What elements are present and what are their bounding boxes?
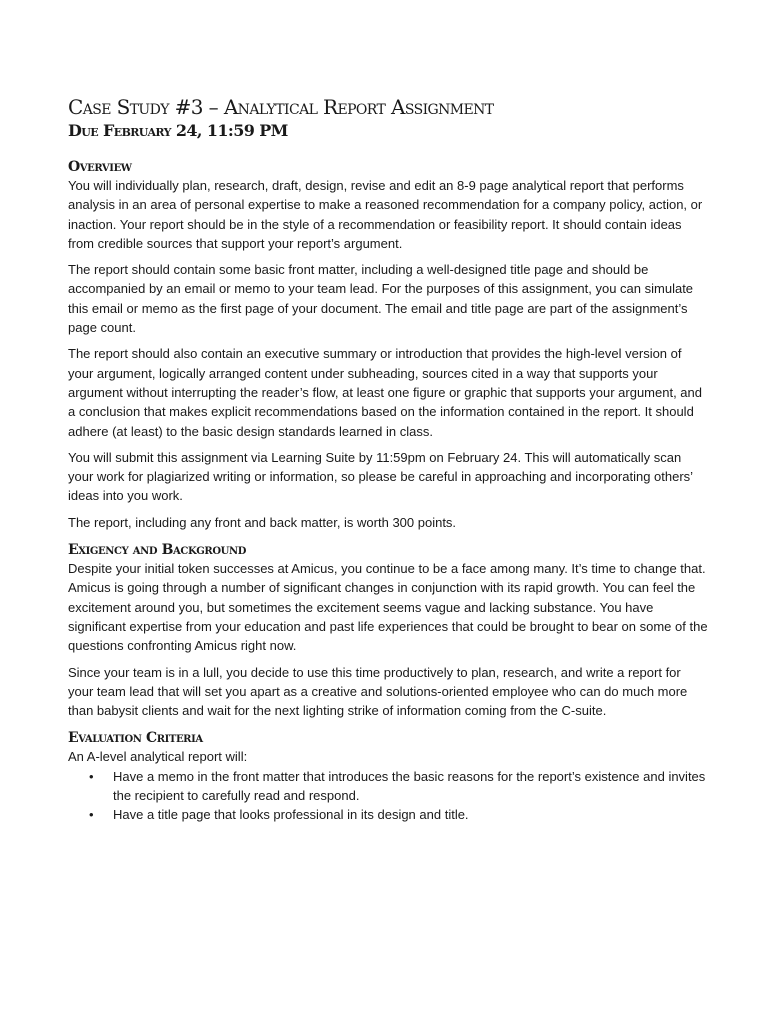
document-due-date: Due February 24, 11:59 PM xyxy=(68,121,288,140)
bullet-icon: • xyxy=(89,807,94,823)
overview-paragraph: You will individually plan, research, draft, design, revise and edit an 8-9 page analytical report that performs analysis in an area of personal expertise to make a reasoned recommendation for a company policy, action, or inaction. Your report should be in the style of a recommendation or feasibility report. It should contain ideas from credible sources that support your report’s argument. xyxy=(68,178,703,251)
document-page xyxy=(68,94,708,833)
overview-section xyxy=(68,158,708,532)
overview-paragraph: The report should also contain an executive summary or introduction that provides the high-level version of your argument, logically arranged content under subheading, sources cited in a way that supports your argument without interrupting the reader’s flow, at least one figure or graphic that supports your argument, and a conclusion that makes explicit recommendations based on the information contained in the report. It should adhere (at least) to the basic design standards learned in class. xyxy=(68,346,702,439)
list-item-text: Have a memo in the front matter that introduces the basic reasons for the report’s existence and invites the recipient to carefully read and respond. xyxy=(113,768,706,804)
overview-heading: Overview xyxy=(68,159,132,175)
evaluation-heading: Evaluation Criteria xyxy=(68,730,203,747)
bullet-icon: • xyxy=(89,768,94,784)
exigency-heading: Exigency and Background xyxy=(68,542,246,559)
overview-paragraph: You will submit this assignment via Learning Suite by 11:59pm on February 24. This will automatically scan your work for plagiarized writing or information, so please be careful in approaching and incorporating others’ ideas into you work. xyxy=(68,449,693,504)
exigency-paragraph: Despite your initial token successes at Amicus, you continue to be a face among many. It’s time to change that. Amicus is going through a number of significant changes in conjunction with its rapid growth. You can feel the excitement around you, but sometimes the excitement seems vague and lacking substance. You have significant expertise from your education and past life experiences that could be brought to bear on some of the questions confronting Amicus right now. xyxy=(68,561,708,654)
evaluation-intro: An A-level analytical report will: xyxy=(68,749,248,765)
exigency-section xyxy=(68,541,708,720)
overview-paragraph: The report, including any front and back matter, is worth 300 points. xyxy=(68,514,457,530)
criteria-list xyxy=(68,767,708,825)
list-item xyxy=(68,805,708,824)
overview-paragraph: The report should contain some basic front matter, including a well-designed title page and should be accompanied by an email or memo to your team lead. For the purposes of this assignment, you can simulate this email or memo as the first page of your document. The email and title page are part of the assignment’s page count. xyxy=(68,262,694,336)
list-item xyxy=(68,767,708,806)
document-title: Case Study #3 – Analytical Report Assignment xyxy=(68,95,494,119)
list-item-text: Have a title page that looks professional in its design and title. xyxy=(113,807,469,823)
exigency-paragraph: Since your team is in a lull, you decide to use this time productively to plan, research, and write a report for your team lead that will set you apart as a creative and solutions-oriented employee who can do much more than babysit clients and wait for the next lighting strike of information coming from the C-suite. xyxy=(68,664,688,719)
evaluation-section xyxy=(68,729,708,824)
